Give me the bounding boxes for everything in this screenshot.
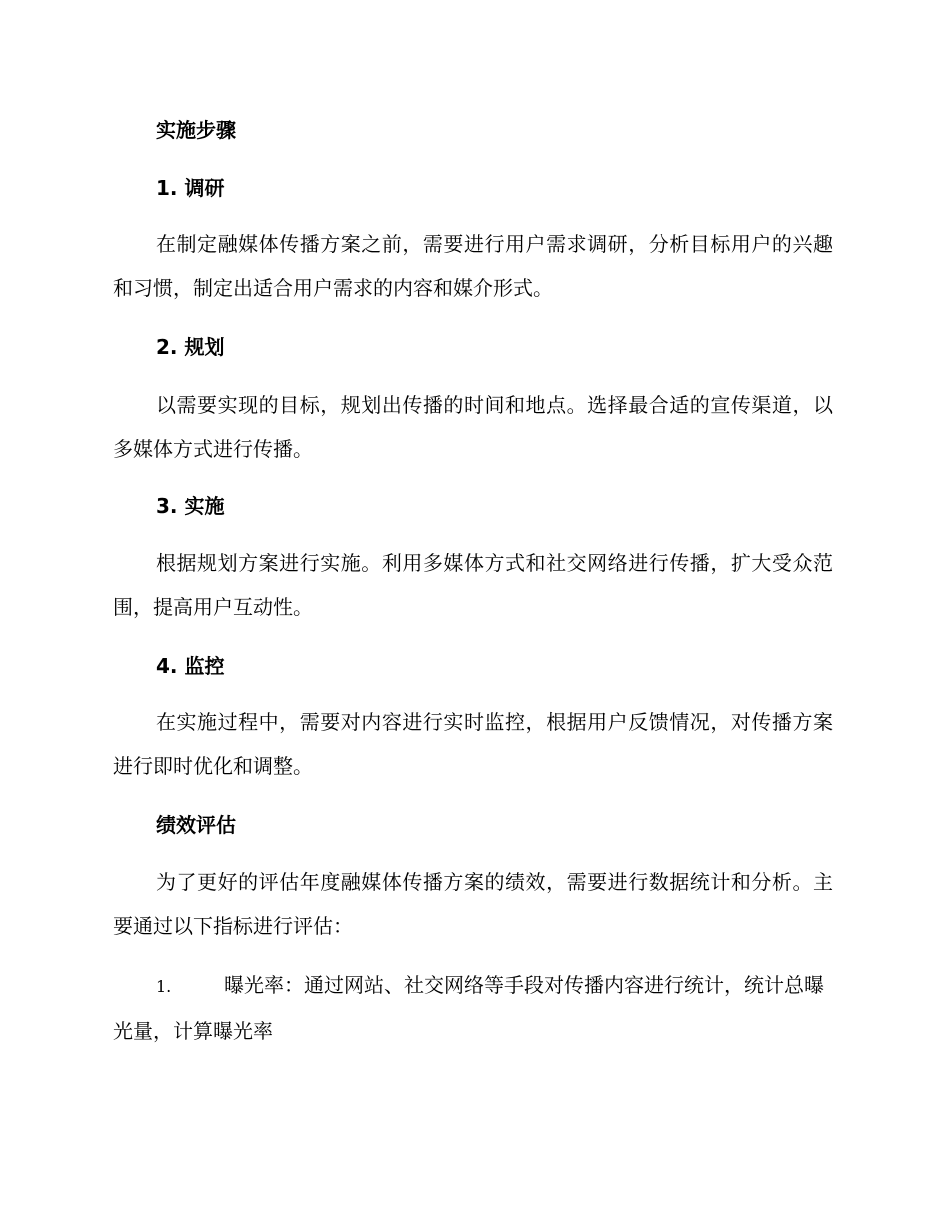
step-text-monitoring: 在实施过程中，需要对内容进行实时监控，根据用户反馈情况，对传播方案进行即时优化和调整。 xyxy=(113,710,833,778)
metric-number: 1. xyxy=(156,977,172,996)
step-text-planning: 以需要实现的目标，规划出传播的时间和地点。选择最合适的宣传渠道，以多媒体方式进行传播。 xyxy=(113,393,833,461)
step-text-implementation: 根据规划方案进行实施。利用多媒体方式和社交网络进行传播，扩大受众范围，提高用户互动性。 xyxy=(113,551,833,619)
step-heading-implementation: 3. 实施 xyxy=(156,494,225,518)
evaluation-intro: 为了更好的评估年度融媒体传播方案的绩效，需要进行数据统计和分析。主要通过以下指标进行评估： xyxy=(113,870,833,938)
section-title-evaluation: 绩效评估 xyxy=(156,813,236,837)
metric-text: 曝光率：通过网站、社交网络等手段对传播内容进行统计，统计总曝光量，计算曝光率 xyxy=(113,973,824,1043)
metric-list-item xyxy=(113,963,833,1053)
step-heading-monitoring: 4. 监控 xyxy=(156,654,225,678)
step-heading-planning: 2. 规划 xyxy=(156,335,225,359)
step-text-research: 在制定融媒体传播方案之前，需要进行用户需求调研，分析目标用户的兴趣和习惯，制定出适合用户需求的内容和媒介形式。 xyxy=(113,232,833,300)
step-heading-research: 1. 调研 xyxy=(156,176,225,200)
section-title-steps: 实施步骤 xyxy=(156,118,236,142)
